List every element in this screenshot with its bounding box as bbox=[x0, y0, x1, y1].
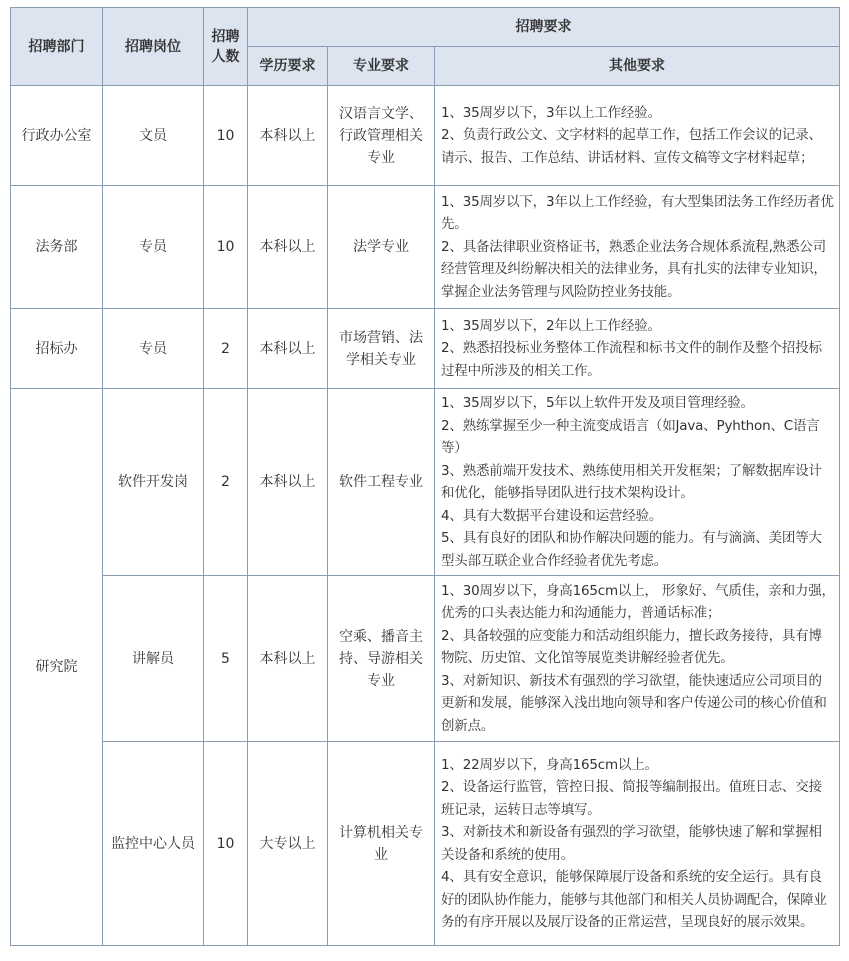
education-cell: 本科以上 bbox=[248, 389, 328, 576]
requirement-item: 1、35周岁以下，3年以上工作经验，有大型集团法务工作经历者优先。 bbox=[441, 193, 834, 233]
header-dept: 招聘部门 bbox=[11, 8, 103, 86]
requirement-item: 2、具备法律职业资格证书，熟悉企业法务合规体系流程,熟悉公司经营管理及纠纷解决相关的法律业务，具有扎实的法律专业知识，掌握企业法务管理与风险防控业务技能。 bbox=[441, 238, 827, 300]
post-cell: 专员 bbox=[103, 186, 204, 309]
table-row bbox=[11, 86, 840, 186]
requirement-item: 1、30周岁以下，身高165cm以上， 形象好、气质佳，亲和力强，优秀的口头表达能力和沟通能力，普通话标准； bbox=[441, 582, 835, 622]
table-row bbox=[11, 186, 840, 309]
major-cell: 法学专业 bbox=[328, 186, 435, 309]
post-cell: 文员 bbox=[103, 86, 204, 186]
table-row bbox=[11, 742, 840, 946]
count-cell: 2 bbox=[204, 389, 248, 576]
dept-cell: 行政办公室 bbox=[11, 86, 103, 186]
post-cell: 讲解员 bbox=[103, 576, 204, 742]
requirement-item: 1、22周岁以下，身高165cm以上。 bbox=[441, 756, 658, 773]
other-requirements-cell bbox=[435, 186, 840, 309]
major-cell: 市场营销、法学相关专业 bbox=[328, 309, 435, 389]
table-row bbox=[11, 389, 840, 576]
other-requirements-cell bbox=[435, 742, 840, 946]
header-education: 学历要求 bbox=[248, 47, 328, 86]
count-cell: 2 bbox=[204, 309, 248, 389]
header-major: 专业要求 bbox=[328, 47, 435, 86]
education-cell: 本科以上 bbox=[248, 309, 328, 389]
requirement-item: 2、负责行政公文、文字材料的起草工作，包括工作会议的记录、请示、报告、工作总结、讲话材料、宣传文稿等文字材料起草； bbox=[441, 127, 822, 166]
header-other: 其他要求 bbox=[435, 47, 840, 86]
education-cell: 本科以上 bbox=[248, 186, 328, 309]
requirement-item: 4、具有大数据平台建设和运营经验。 bbox=[441, 507, 663, 524]
major-cell: 计算机相关专业 bbox=[328, 742, 435, 946]
requirement-item: 2、熟练掌握至少一种主流变成语言（如Java、Pyhthon、C语言等） bbox=[441, 417, 820, 456]
education-cell: 本科以上 bbox=[248, 86, 328, 186]
dept-cell: 研究院 bbox=[11, 389, 103, 946]
other-requirements-cell bbox=[435, 309, 840, 389]
count-cell: 10 bbox=[204, 742, 248, 946]
requirement-item: 2、熟悉招投标业务整体工作流程和标书文件的制作及整个招投标过程中所涉及的相关工作。 bbox=[441, 340, 822, 379]
education-cell: 大专以上 bbox=[248, 742, 328, 946]
major-cell: 空乘、播音主持、导游相关专业 bbox=[328, 576, 435, 742]
major-cell: 汉语言文学、行政管理相关专业 bbox=[328, 86, 435, 186]
table-row bbox=[11, 576, 840, 742]
requirement-item: 3、对新知识、新技术有强烈的学习欲望，能快速适应公司项目的更新和发展，能够深入浅出地向领导和客户传递公司的核心价值和创新点。 bbox=[441, 672, 827, 734]
education-cell: 本科以上 bbox=[248, 576, 328, 742]
header-count: 招聘人数 bbox=[204, 8, 248, 86]
requirement-item: 2、具备较强的应变能力和活动组织能力，擅长政务接待，具有博物院、历史馆、文化馆等展览类讲解经验者优先。 bbox=[441, 627, 822, 667]
dept-cell: 招标办 bbox=[11, 309, 103, 389]
post-cell: 监控中心人员 bbox=[103, 742, 204, 946]
requirement-item: 1、35周岁以下，2年以上工作经验。 bbox=[441, 317, 661, 334]
count-cell: 10 bbox=[204, 86, 248, 186]
recruitment-table bbox=[10, 7, 840, 946]
requirement-item: 3、熟悉前端开发技术、熟练使用相关开发框架；了解数据库设计和优化，能够指导团队进行技术架构设计。 bbox=[441, 462, 822, 501]
requirement-item: 1、35周岁以下，5年以上软件开发及项目管理经验。 bbox=[441, 395, 754, 411]
post-cell: 软件开发岗 bbox=[103, 389, 204, 576]
post-cell: 专员 bbox=[103, 309, 204, 389]
other-requirements-cell bbox=[435, 389, 840, 576]
table-row bbox=[11, 309, 840, 389]
header-requirements: 招聘要求 bbox=[248, 8, 840, 47]
count-cell: 10 bbox=[204, 186, 248, 309]
other-requirements-cell bbox=[435, 576, 840, 742]
requirement-item: 5、具有良好的团队和协作解决问题的能力。有与滴滴、美团等大型头部互联企业合作经验者优先考虑。 bbox=[441, 530, 822, 569]
other-requirements-cell bbox=[435, 86, 840, 186]
header-post: 招聘岗位 bbox=[103, 8, 204, 86]
requirement-item: 4、具有安全意识，能够保障展厅设备和系统的安全运行。具有良好的团队协作能力，能够与其他部门和相关人员协调配合，保障业务的有序开展以及展厅设备的正常运营，呈现良好的展示效果。 bbox=[441, 869, 827, 930]
count-cell: 5 bbox=[204, 576, 248, 742]
major-cell: 软件工程专业 bbox=[328, 389, 435, 576]
dept-cell: 法务部 bbox=[11, 186, 103, 309]
requirement-item: 1、35周岁以下，3年以上工作经验。 bbox=[441, 104, 661, 121]
requirement-item: 2、设备运行监管，管控日报、简报等编制报出。值班日志、交接班记录，运转日志等填写。 bbox=[441, 779, 822, 818]
requirement-item: 3、对新技术和新设备有强烈的学习欲望，能够快速了解和掌握相关设备和系统的使用。 bbox=[441, 824, 822, 863]
